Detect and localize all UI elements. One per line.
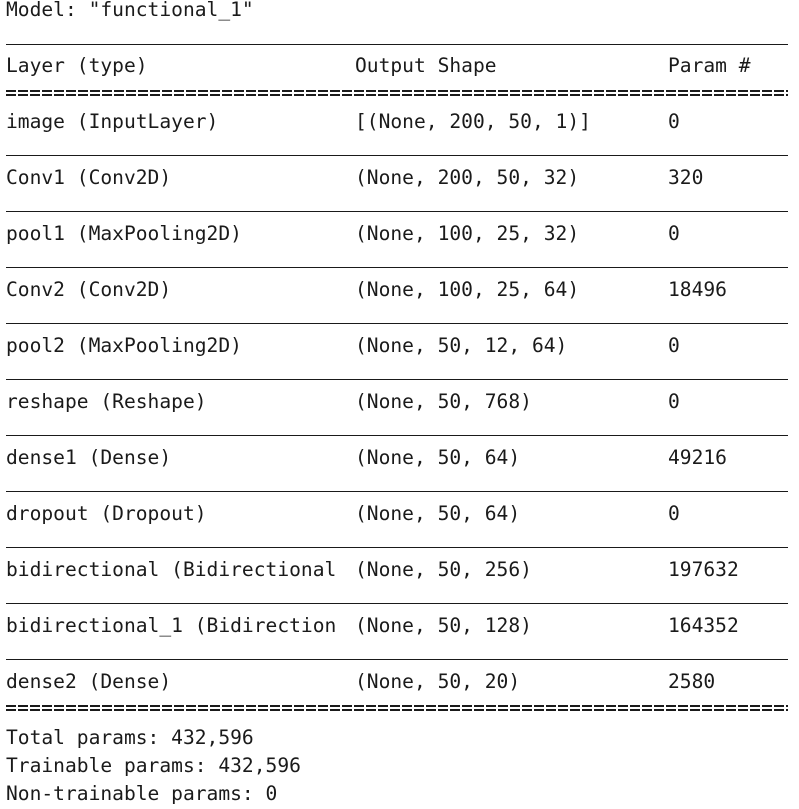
layer-name: Conv2 (Conv2D) <box>6 278 172 301</box>
table-row <box>0 336 799 358</box>
output-shape: (None, 50, 768) <box>355 390 532 413</box>
table-row <box>0 224 799 246</box>
row-separator <box>6 435 788 436</box>
param-count: 0 <box>668 110 680 133</box>
output-shape: (None, 100, 25, 64) <box>355 278 580 301</box>
layer-name: reshape (Reshape) <box>6 390 207 413</box>
param-count: 0 <box>668 502 680 525</box>
row-separator <box>6 155 788 156</box>
output-shape: (None, 200, 50, 32) <box>355 166 580 189</box>
layer-name: pool2 (MaxPooling2D) <box>6 334 242 357</box>
table-row <box>0 280 799 302</box>
table-row <box>0 112 799 134</box>
model-title: Model: "functional_1" <box>6 0 254 21</box>
row-separator <box>6 211 788 212</box>
row-separator <box>6 659 788 660</box>
row-separator <box>6 603 788 604</box>
header-double-rule <box>6 90 788 96</box>
row-separator <box>6 379 788 380</box>
param-count: 197632 <box>668 558 739 581</box>
layer-name: bidirectional_1 (Bidirection <box>6 614 337 637</box>
output-shape: (None, 100, 25, 32) <box>355 222 580 245</box>
header-row <box>0 56 799 78</box>
layer-name: dense1 (Dense) <box>6 446 172 469</box>
param-count: 0 <box>668 334 680 357</box>
param-count: 0 <box>668 222 680 245</box>
table-row <box>0 616 799 638</box>
param-count: 320 <box>668 166 704 189</box>
top-rule <box>6 44 788 45</box>
non-trainable-params: Non-trainable params: 0 <box>6 782 278 805</box>
trainable-params: Trainable params: 432,596 <box>6 754 301 777</box>
output-shape: (None, 50, 128) <box>355 614 532 637</box>
row-separator <box>6 491 788 492</box>
param-count: 164352 <box>668 614 739 637</box>
total-params: Total params: 432,596 <box>6 726 254 749</box>
table-row <box>0 504 799 526</box>
layer-name: dropout (Dropout) <box>6 502 207 525</box>
layer-name: pool1 (MaxPooling2D) <box>6 222 242 245</box>
table-row <box>0 448 799 470</box>
row-separator <box>6 323 788 324</box>
output-shape: [(None, 200, 50, 1)] <box>355 110 591 133</box>
header-output-shape: Output Shape <box>355 54 497 77</box>
table-row <box>0 672 799 694</box>
header-layer: Layer (type) <box>6 54 148 77</box>
table-row <box>0 560 799 582</box>
param-count: 0 <box>668 390 680 413</box>
footer-double-rule <box>6 705 788 711</box>
layer-name: Conv1 (Conv2D) <box>6 166 172 189</box>
layer-name: image (InputLayer) <box>6 110 219 133</box>
row-separator <box>6 267 788 268</box>
output-shape: (None, 50, 64) <box>355 502 521 525</box>
layer-name: dense2 (Dense) <box>6 670 172 693</box>
param-count: 49216 <box>668 446 727 469</box>
output-shape: (None, 50, 64) <box>355 446 521 469</box>
header-params: Param # <box>668 54 751 77</box>
table-row <box>0 168 799 190</box>
param-count: 18496 <box>668 278 727 301</box>
output-shape: (None, 50, 256) <box>355 558 532 581</box>
output-shape: (None, 50, 20) <box>355 670 521 693</box>
layer-name: bidirectional (Bidirectional <box>6 558 337 581</box>
table-row <box>0 392 799 414</box>
param-count: 2580 <box>668 670 716 693</box>
row-separator <box>6 547 788 548</box>
output-shape: (None, 50, 12, 64) <box>355 334 568 357</box>
